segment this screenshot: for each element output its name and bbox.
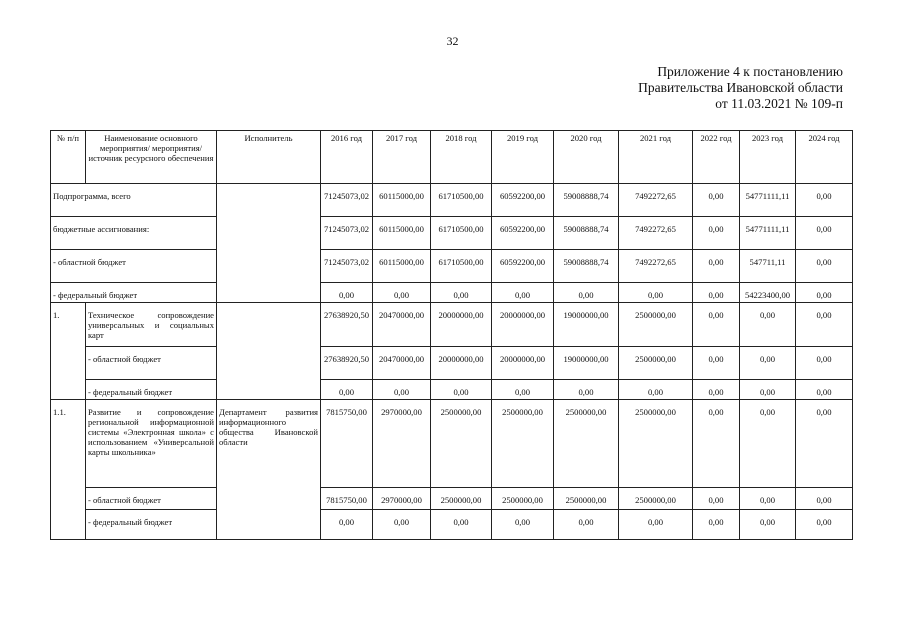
value-cell: 0,00	[693, 510, 740, 540]
value-cell: 2500000,00	[492, 400, 554, 488]
value-cell: 7492272,65	[619, 250, 693, 283]
page-number: 32	[446, 34, 459, 48]
value-cell: 0,00	[693, 250, 740, 283]
item-name: Развитие и сопровождение региональной информационной системы «Электронная школа» с использованием «Универсальной карты школьника»	[86, 400, 217, 488]
value-cell: 0,00	[796, 347, 853, 380]
item-name: Техническое сопровождение универсальных и социальных карт	[86, 303, 217, 347]
value-cell: 0,00	[373, 510, 431, 540]
value-cell: 0,00	[796, 217, 853, 250]
executor-cell: Департамент развития информационного общества Ивановской области	[217, 400, 321, 540]
value-cell: 71245073,02	[321, 184, 373, 217]
value-cell: 0,00	[492, 380, 554, 400]
value-cell: 0,00	[796, 488, 853, 510]
value-cell: 71245073,02	[321, 250, 373, 283]
value-cell: 71245073,02	[321, 217, 373, 250]
table-row	[51, 184, 853, 217]
value-cell: 0,00	[693, 217, 740, 250]
value-cell: 19000000,00	[554, 347, 619, 380]
value-cell: 0,00	[619, 283, 693, 303]
value-cell: 0,00	[796, 400, 853, 488]
value-cell: 59008888,74	[554, 217, 619, 250]
value-cell: 0,00	[693, 303, 740, 347]
value-cell: 7815750,00	[321, 400, 373, 488]
table-row	[51, 347, 853, 380]
row-label: бюджетные ассигнования:	[51, 217, 217, 250]
value-cell: 0,00	[554, 380, 619, 400]
table-row	[51, 283, 853, 303]
value-cell: 2970000,00	[373, 488, 431, 510]
value-cell: 27638920,50	[321, 303, 373, 347]
table-row	[51, 380, 853, 400]
value-cell: 2500000,00	[619, 347, 693, 380]
value-cell: 2500000,00	[492, 488, 554, 510]
value-cell: 60592200,00	[492, 250, 554, 283]
value-cell: 0,00	[740, 488, 796, 510]
table-row	[51, 488, 853, 510]
header-year: 2018 год	[431, 131, 492, 184]
value-cell: 0,00	[796, 283, 853, 303]
value-cell: 0,00	[740, 400, 796, 488]
row-label: - областной бюджет	[86, 347, 217, 380]
row-label: - областной бюджет	[86, 488, 217, 510]
value-cell: 0,00	[619, 380, 693, 400]
value-cell: 2500000,00	[619, 400, 693, 488]
budget-table	[50, 130, 853, 540]
value-cell: 0,00	[693, 347, 740, 380]
value-cell: 0,00	[740, 380, 796, 400]
value-cell: 0,00	[554, 283, 619, 303]
header-year: 2024 год	[796, 131, 853, 184]
value-cell: 0,00	[321, 380, 373, 400]
table-row	[51, 303, 853, 347]
value-cell: 20000000,00	[431, 347, 492, 380]
value-cell: 0,00	[796, 303, 853, 347]
value-cell: 0,00	[693, 283, 740, 303]
table-row	[51, 510, 853, 540]
value-cell: 0,00	[796, 380, 853, 400]
value-cell: 60115000,00	[373, 217, 431, 250]
row-label: - областной бюджет	[51, 250, 217, 283]
value-cell: 60115000,00	[373, 250, 431, 283]
value-cell: 0,00	[796, 510, 853, 540]
appendix-line-2: Правительства Ивановской области	[638, 80, 843, 95]
value-cell: 0,00	[796, 250, 853, 283]
table-header-row	[51, 131, 853, 184]
value-cell: 0,00	[693, 380, 740, 400]
header-name: Наименование основного мероприятия/ мероприятия/источник ресурсного обеспечения	[86, 131, 217, 184]
row-label: - федеральный бюджет	[86, 510, 217, 540]
value-cell: 0,00	[431, 380, 492, 400]
value-cell: 61710500,00	[431, 184, 492, 217]
value-cell: 0,00	[619, 510, 693, 540]
appendix-line-3: от 11.03.2021 № 109-п	[715, 96, 843, 111]
value-cell: 0,00	[740, 510, 796, 540]
value-cell: 0,00	[431, 283, 492, 303]
value-cell: 19000000,00	[554, 303, 619, 347]
value-cell: 20000000,00	[492, 303, 554, 347]
header-year: 2020 год	[554, 131, 619, 184]
header-year: 2016 год	[321, 131, 373, 184]
value-cell: 59008888,74	[554, 184, 619, 217]
table-row	[51, 400, 853, 488]
header-year: 2022 год	[693, 131, 740, 184]
row-label: - федеральный бюджет	[86, 380, 217, 400]
value-cell: 0,00	[373, 380, 431, 400]
value-cell: 0,00	[431, 510, 492, 540]
appendix-line-1: Приложение 4 к постановлению	[657, 64, 843, 79]
value-cell: 0,00	[693, 400, 740, 488]
header-executor: Исполнитель	[217, 131, 321, 184]
table-row	[51, 250, 853, 283]
value-cell: 0,00	[740, 303, 796, 347]
executor-cell	[217, 184, 321, 303]
value-cell: 61710500,00	[431, 217, 492, 250]
item-number: 1.	[51, 303, 86, 400]
value-cell: 7815750,00	[321, 488, 373, 510]
value-cell: 0,00	[693, 488, 740, 510]
header-year: 2019 год	[492, 131, 554, 184]
value-cell: 0,00	[321, 283, 373, 303]
value-cell: 2500000,00	[619, 303, 693, 347]
value-cell: 2500000,00	[431, 400, 492, 488]
value-cell: 27638920,50	[321, 347, 373, 380]
value-cell: 60115000,00	[373, 184, 431, 217]
value-cell: 2970000,00	[373, 400, 431, 488]
value-cell: 54771111,11	[740, 184, 796, 217]
value-cell: 2500000,00	[431, 488, 492, 510]
value-cell: 20000000,00	[492, 347, 554, 380]
value-cell: 0,00	[693, 184, 740, 217]
value-cell: 60592200,00	[492, 184, 554, 217]
value-cell: 0,00	[492, 283, 554, 303]
value-cell: 59008888,74	[554, 250, 619, 283]
value-cell: 54771111,11	[740, 217, 796, 250]
value-cell: 0,00	[373, 283, 431, 303]
header-year: 2021 год	[619, 131, 693, 184]
value-cell: 0,00	[740, 347, 796, 380]
table-row	[51, 217, 853, 250]
value-cell: 7492272,65	[619, 184, 693, 217]
value-cell: 54223400,00	[740, 283, 796, 303]
value-cell: 20470000,00	[373, 303, 431, 347]
row-label: Подпрограмма, всего	[51, 184, 217, 217]
header-year: 2023 год	[740, 131, 796, 184]
value-cell: 7492272,65	[619, 217, 693, 250]
executor-cell	[217, 303, 321, 400]
appendix-heading	[638, 64, 843, 112]
value-cell: 2500000,00	[554, 488, 619, 510]
value-cell: 20000000,00	[431, 303, 492, 347]
item-number: 1.1.	[51, 400, 86, 540]
value-cell: 2500000,00	[554, 400, 619, 488]
value-cell: 61710500,00	[431, 250, 492, 283]
value-cell: 20470000,00	[373, 347, 431, 380]
header-year: 2017 год	[373, 131, 431, 184]
row-label: - федеральный бюджет	[51, 283, 217, 303]
value-cell: 0,00	[492, 510, 554, 540]
value-cell: 0,00	[796, 184, 853, 217]
value-cell: 0,00	[321, 510, 373, 540]
header-num: № п/п	[51, 131, 86, 184]
value-cell: 60592200,00	[492, 217, 554, 250]
value-cell: 0,00	[554, 510, 619, 540]
value-cell: 547711,11	[740, 250, 796, 283]
value-cell: 2500000,00	[619, 488, 693, 510]
